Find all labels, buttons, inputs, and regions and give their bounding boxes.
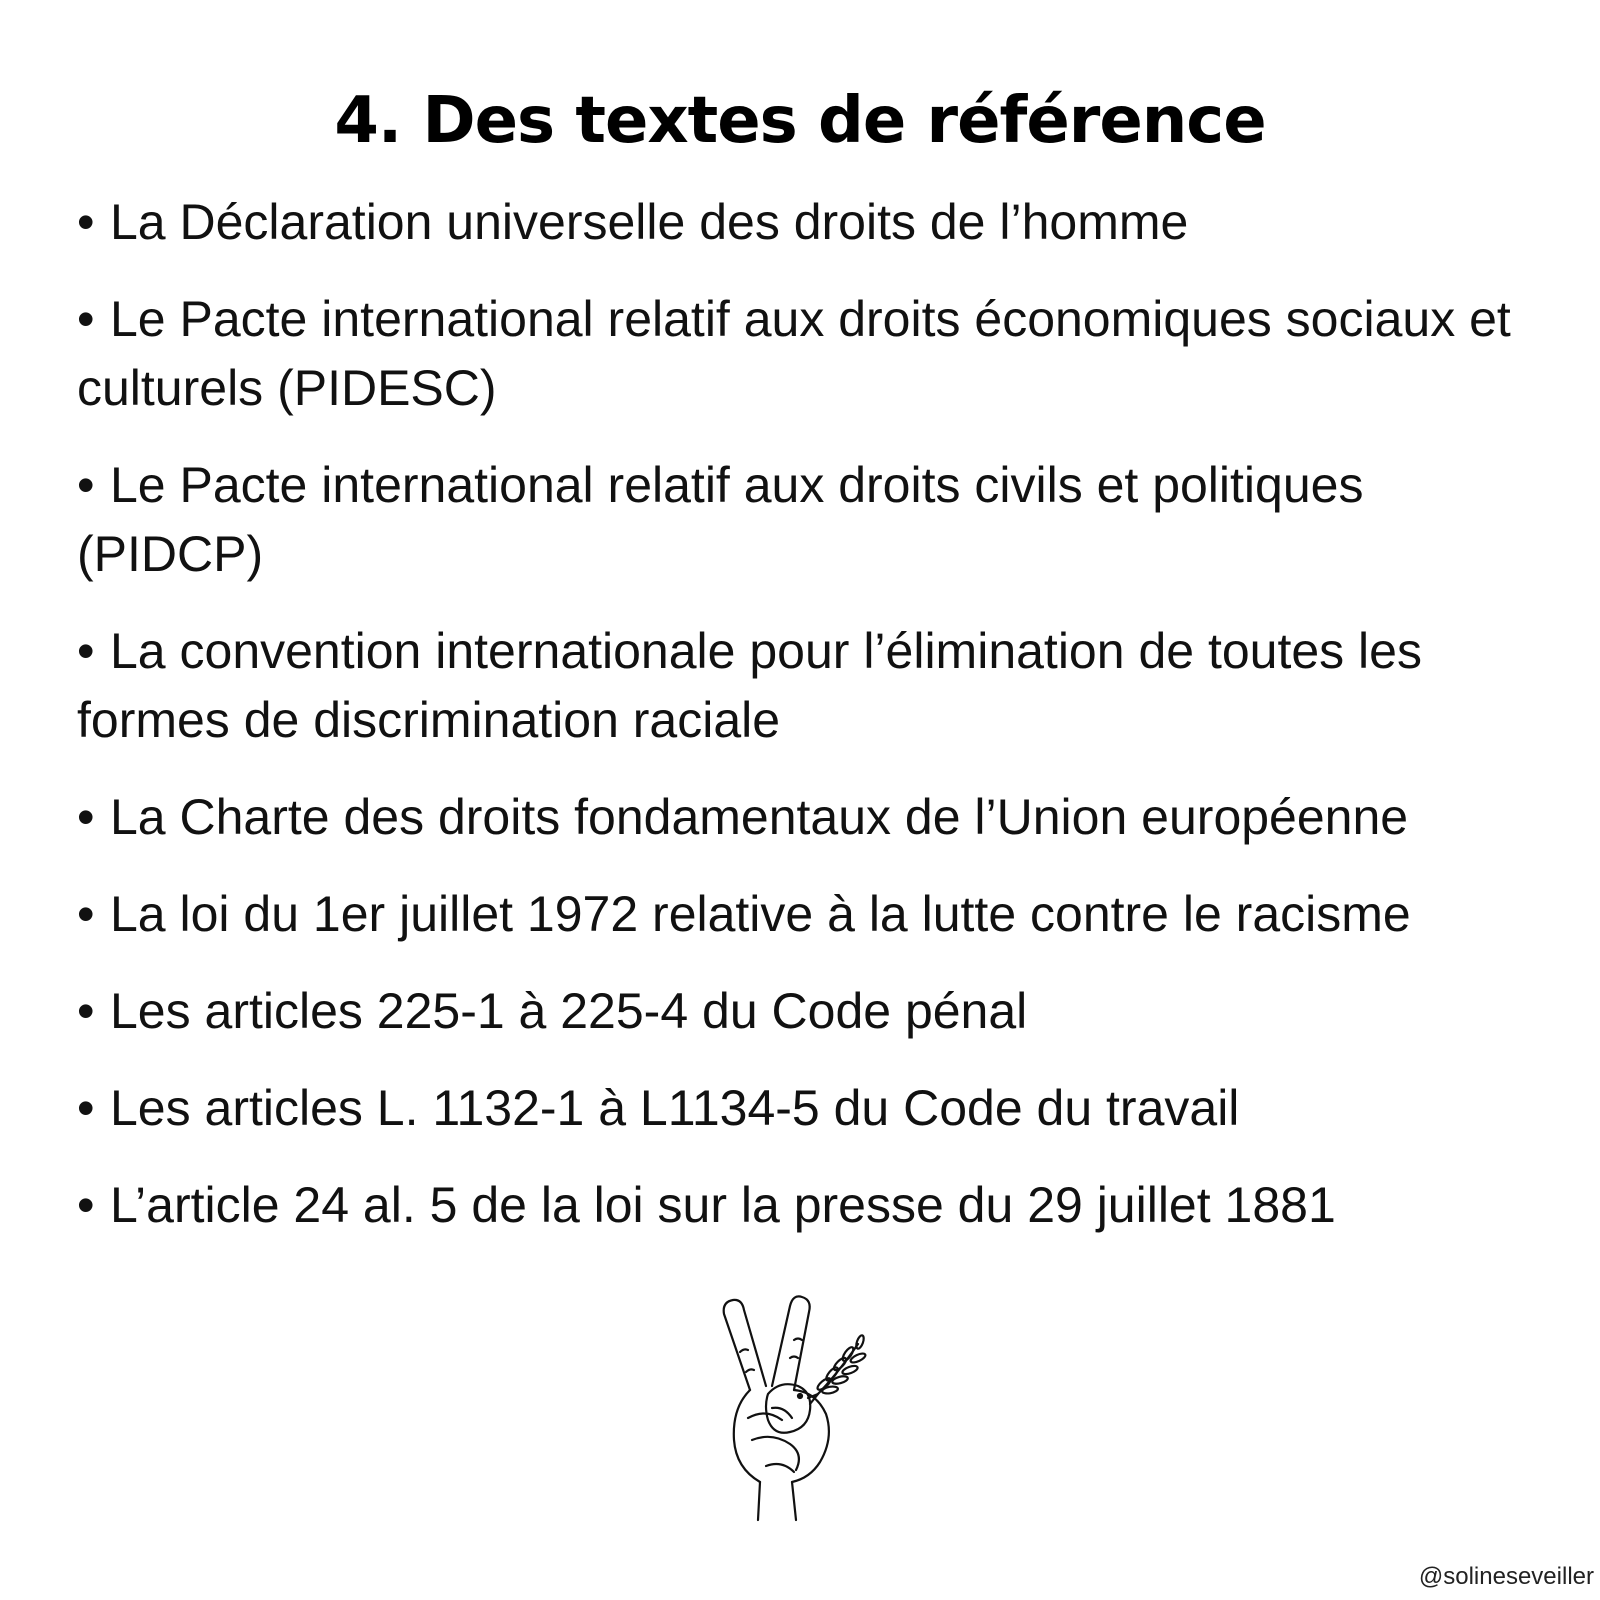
bullet: • <box>77 1080 95 1136</box>
list-item-text: L’article 24 al. 5 de la loi sur la presse du 29 juillet 1881 <box>110 1177 1336 1233</box>
list-item-text: Le Pacte international relatif aux droits civils et politiques (PIDCP) <box>77 457 1364 582</box>
bullet: • <box>77 457 95 513</box>
list-item-text: Les articles 225-1 à 225-4 du Code pénal <box>110 983 1028 1039</box>
bullet: • <box>77 623 95 679</box>
bullet: • <box>77 886 95 942</box>
list-item-text: La Charte des droits fondamentaux de l’Union européenne <box>110 789 1409 845</box>
bullet: • <box>77 983 95 1039</box>
list-item-text: Le Pacte international relatif aux droits économiques sociaux et culturels (PIDESC) <box>77 291 1511 416</box>
peace-hand-dove-icon <box>720 1290 880 1522</box>
bullet: • <box>77 194 95 250</box>
list-item <box>77 451 1547 589</box>
list-item <box>77 1074 1547 1143</box>
list-item-text: La loi du 1er juillet 1972 relative à la lutte contre le racisme <box>110 886 1411 942</box>
list-item-text: La convention internationale pour l’élimination de toutes les formes de discrimination raciale <box>77 623 1422 748</box>
list-item <box>77 977 1547 1046</box>
reference-list <box>77 188 1547 1268</box>
list-item <box>77 880 1547 949</box>
list-item-text: La Déclaration universelle des droits de l’homme <box>110 194 1189 250</box>
list-item <box>77 188 1547 257</box>
list-item <box>77 783 1547 852</box>
list-item <box>77 1171 1547 1240</box>
page-title: 4. Des textes de référence <box>334 84 1266 158</box>
list-item <box>77 617 1547 755</box>
author-handle: @solineseveiller <box>1418 1563 1594 1590</box>
bullet: • <box>77 789 95 845</box>
list-item <box>77 285 1547 423</box>
bullet: • <box>77 291 95 347</box>
list-item-text: Les articles L. 1132-1 à L1134-5 du Code du travail <box>110 1080 1240 1136</box>
bullet: • <box>77 1177 95 1233</box>
